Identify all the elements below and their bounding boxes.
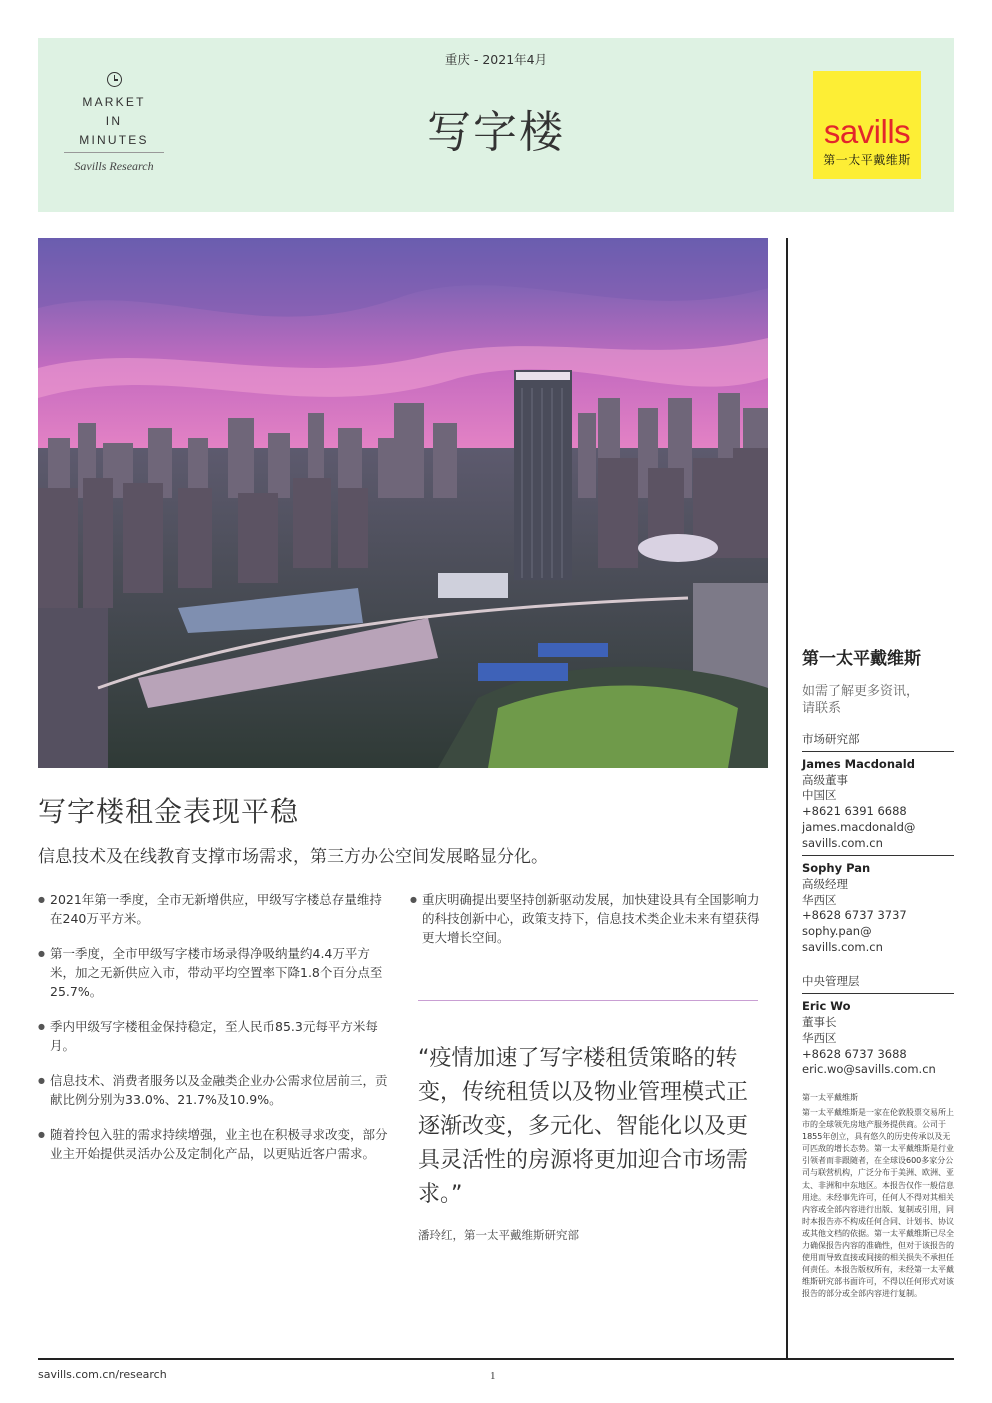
clock-icon — [107, 72, 122, 87]
disclaimer-text: 第一太平戴维斯是一家在伦敦股票交易所上市的全球领先房地产服务提供商。公司于1855年创立，具有悠久的历史传承以及无可匹敌的增长态势。第一太平戴维斯是行业引领者而非跟随者，在全球设600多家分公司与联营机构，广泛分布于美洲、欧洲、亚太、非洲和中东地区。本报告仅作一般信息用途。未经事先许可，任何人不得对其相关内容或全部内容进行出版、复制或引用，同时本报告亦不构成任何合同、计划书、协议或其他文档的依据。第一太平戴维斯已尽全力确保报告内容的准确性，但对于该报告的使用而导致直接或间接的相关损失不承担任何责任。本报告版权所有，未经第一太平戴维斯研究部书面许可，不得以任何形式对该报告的部分或全部内容进行复制。 — [802, 1107, 954, 1299]
article-subhead: 信息技术及在线教育支撑市场需求，第三方办公空间发展略显分化。 — [38, 847, 548, 867]
article-headline: 写字楼租金表现平稳 — [38, 795, 300, 828]
bullet-item: ● 重庆明确提出要坚持创新驱动发展，加快建设具有全国影响力的科技创新中心，政策支持下，信息技术类企业未来有望获得更大增长空间。 — [410, 890, 765, 947]
dateline: 重庆 - 2021年4月 — [444, 52, 548, 67]
contact-phone[interactable]: +8628 6737 3737 — [802, 908, 907, 923]
contact-card — [802, 856, 954, 959]
contact-region: 华西区 — [802, 892, 837, 907]
cityscape-illustration — [38, 238, 768, 768]
bullet-item: ● 2021年第一季度，全市无新增供应，甲级写字楼总存量维持在240万平方米。 — [38, 890, 390, 928]
disclaimer-title: 第一太平戴维斯 — [802, 1092, 858, 1102]
cityscape-photo — [38, 238, 768, 768]
series-subtitle: Savills Research — [64, 152, 164, 174]
contact-name: Eric Wo — [802, 999, 851, 1014]
logo-brand: savills — [823, 113, 911, 150]
bullets-left — [38, 890, 390, 1179]
contact-phone[interactable]: +8628 6737 3688 — [802, 1046, 907, 1061]
contact-region: 中国区 — [802, 788, 837, 803]
column-divider — [786, 238, 788, 1358]
logo-cn: 第一太平戴维斯 — [823, 153, 911, 167]
page-number: 1 — [490, 1370, 496, 1382]
sidebar-company: 第一太平戴维斯 — [802, 649, 921, 669]
bullet-item: ● 随着拎包入驻的需求持续增强，业主也在积极寻求改变，部分业主开始提供灵活办公及定制化产品，以更贴近客户需求。 — [38, 1125, 390, 1163]
contact-title: 高级经理 — [802, 876, 848, 891]
contact-card — [802, 994, 954, 1082]
contact-email[interactable]: eric.wo@savills.com.cn — [802, 1062, 936, 1077]
contact-card — [802, 752, 954, 856]
footer-link[interactable]: savills.com.cn/research — [38, 1368, 167, 1381]
footer-divider — [38, 1358, 954, 1360]
contact-name: Sophy Pan — [802, 861, 871, 876]
section-management: 中央管理层 — [802, 973, 954, 994]
pull-quote: “疫情加速了写字楼租赁策略的转变，传统租赁以及物业管理模式正逐渐改变，多元化、智能化以及更具灵活性的房源将更加迎合市场需求。” — [418, 1046, 749, 1207]
savills-logo — [813, 71, 921, 179]
section-research: 市场研究部 — [802, 731, 954, 752]
contact-name: James Macdonald — [802, 757, 915, 771]
bullet-item: ● 季内甲级写字楼租金保持稳定，至人民币85.3元每平方米每月。 — [38, 1017, 390, 1055]
contact-email[interactable]: savills.com.cn — [802, 835, 883, 850]
contact-sidebar — [802, 640, 954, 1300]
contact-title: 高级董事 — [802, 772, 848, 787]
contact-email[interactable]: sophy.pan@ — [802, 924, 872, 939]
quote-divider — [418, 1000, 758, 1001]
quote-source: 潘玲红，第一太平戴维斯研究部 — [418, 1228, 579, 1242]
series-word: MINUTES — [79, 133, 149, 147]
bullets-right — [410, 890, 765, 963]
contact-title: 董事长 — [802, 1015, 837, 1030]
series-word: MARKET — [82, 95, 146, 109]
sidebar-more-info: 如需了解更多资讯，请联系 — [802, 684, 920, 716]
contact-email[interactable]: james.macdonald@ — [802, 819, 916, 834]
contact-email[interactable]: savills.com.cn — [802, 939, 883, 954]
contact-region: 华西区 — [802, 1030, 837, 1045]
contact-phone[interactable]: +8621 6391 6688 — [802, 804, 907, 819]
page-title: 写字楼 — [427, 107, 565, 158]
bullet-item: ● 第一季度，全市甲级写字楼市场录得净吸纳量约4.4万平方米，加之无新供应入市，带动平均空置率下降1.8个百分点至25.7%。 — [38, 944, 390, 1001]
series-word: IN — [105, 114, 123, 128]
bullet-item: ● 信息技术、消费者服务以及金融类企业办公需求位居前三，贡献比例分别为33.0%、21.7%及10.9%。 — [38, 1071, 390, 1109]
